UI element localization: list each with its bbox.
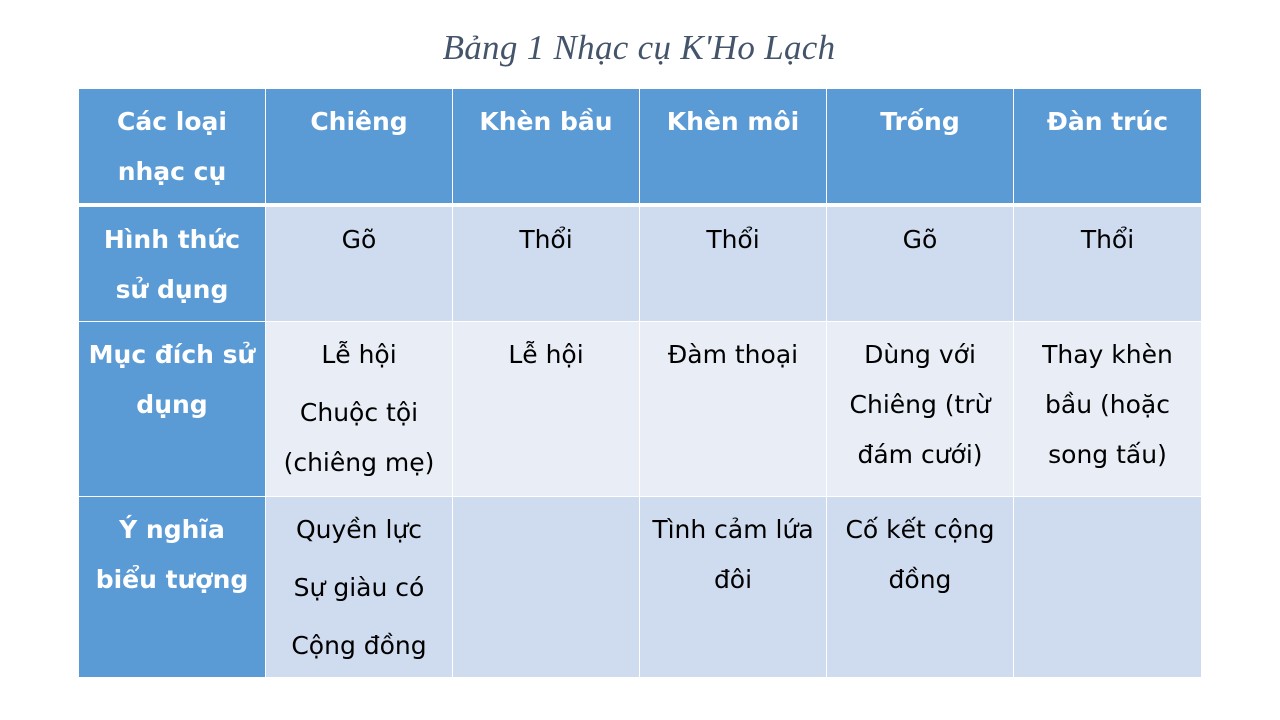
cell-text: Thổi <box>519 225 573 254</box>
table-cell <box>827 205 1014 322</box>
table-cell <box>1014 322 1202 497</box>
cell-text: Lễ hội <box>508 340 584 369</box>
table-cell <box>640 322 827 497</box>
table-cell <box>453 322 640 497</box>
table-cell <box>266 497 453 678</box>
instrument-table <box>78 88 1202 678</box>
cell-text: Sự giàu có <box>293 573 425 602</box>
cell-text: Đàm thoại <box>667 340 799 369</box>
table-row-symbolism <box>79 497 1202 678</box>
cell-text: Gõ <box>341 225 377 254</box>
table-cell <box>827 322 1014 497</box>
table-cell <box>266 205 453 322</box>
header-cell-khen-bau: Khèn bầu <box>453 89 640 206</box>
slide-title: Bảng 1 Nhạc cụ K'Ho Lạch <box>442 28 836 67</box>
cell-text: Cố kết cộng đồng <box>845 515 995 594</box>
table-cell <box>640 497 827 678</box>
table-cell-empty <box>1014 497 1202 678</box>
cell-text: Lễ hội <box>321 340 397 369</box>
cell-text: Thổi <box>1080 225 1135 254</box>
cell-text: Thổi <box>706 225 760 254</box>
table-cell <box>453 205 640 322</box>
cell-text: Quyền lực <box>295 515 423 544</box>
table-cell <box>266 322 453 497</box>
table-header-row <box>79 89 1202 206</box>
table-cell <box>640 205 827 322</box>
cell-text: Tình cảm lứa đôi <box>652 515 814 594</box>
table-cell-empty <box>453 497 640 678</box>
header-cell-trong: Trống <box>827 89 1014 206</box>
header-cell-instrument-types: Các loại nhạc cụ <box>79 89 266 206</box>
cell-text: (chiêng mẹ) <box>283 448 435 477</box>
table-row-usage <box>79 205 1202 322</box>
row-label-symbolism: Ý nghĩa biểu tượng <box>79 497 266 678</box>
row-label-purpose: Mục đích sử dụng <box>79 322 266 497</box>
header-cell-chieng: Chiêng <box>266 89 453 206</box>
table-cell <box>827 497 1014 678</box>
table-cell <box>1014 205 1202 322</box>
cell-text: Thay khèn bầu (hoặc song tấu) <box>1042 340 1173 469</box>
header-cell-dan-truc: Đàn trúc <box>1014 89 1202 206</box>
table-row-purpose <box>79 322 1202 497</box>
row-label-usage: Hình thức sử dụng <box>79 205 266 322</box>
cell-text: Dùng với Chiêng (trừ đám cưới) <box>849 340 991 469</box>
cell-text: Chuộc tội <box>299 398 419 427</box>
cell-text: Cộng đồng <box>291 631 427 660</box>
cell-text: Gõ <box>902 225 938 254</box>
header-cell-khen-moi: Khèn môi <box>640 89 827 206</box>
